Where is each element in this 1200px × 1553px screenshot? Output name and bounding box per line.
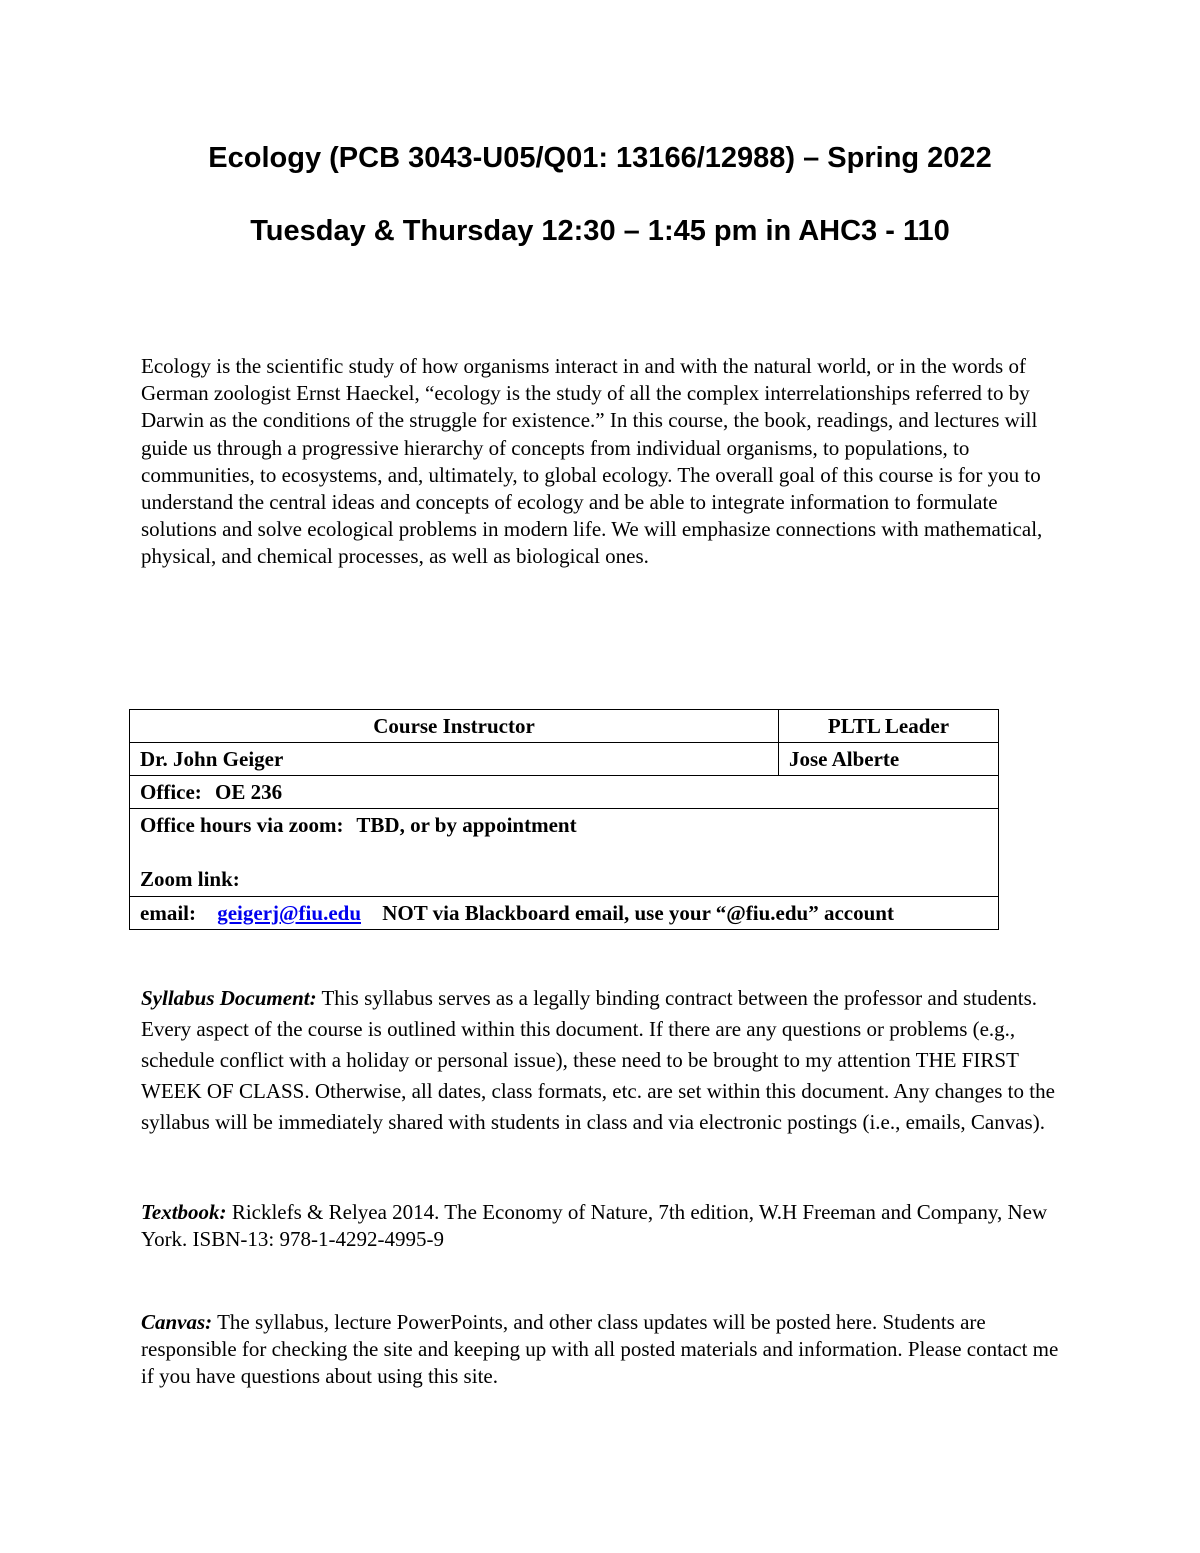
table-row bbox=[130, 743, 999, 776]
textbook-paragraph bbox=[141, 1199, 1071, 1253]
canvas-text: The syllabus, lecture PowerPoints, and other class updates will be posted here. Students are responsible for checking the site and keeping up with all posted materials and information. Please contact me if you have questions about using this site. bbox=[141, 1310, 1059, 1389]
syllabus-label: Syllabus Document: bbox=[141, 986, 317, 1010]
syllabus-text: This syllabus serves as a legally binding contract between the professor and students. Every aspect of the course is outlined within this document. If there are any questions or problems (e.g., schedule conflict with a holiday or personal issue), these need to be brought to my attention THE FIRST WEEK OF CLASS. Otherwise, all dates, class formats, etc. are set within this document. Any changes to the syllabus will be immediately shared with students in class and via electronic postings (i.e., emails, Canvas). bbox=[141, 986, 1055, 1134]
contact-table bbox=[129, 709, 999, 930]
course-title: Ecology (PCB 3043-U05/Q01: 13166/12988) – Spring 2022 bbox=[208, 142, 992, 174]
textbook-text: Ricklefs & Relyea 2014. The Economy of Nature, 7th edition, W.H Freeman and Company, New York. ISBN-13: 978-1-4292-4995-9 bbox=[141, 1200, 1048, 1252]
hours-cell bbox=[130, 809, 999, 897]
canvas-label: Canvas: bbox=[141, 1310, 213, 1334]
table-row bbox=[130, 776, 999, 809]
pltl-header: PLTL Leader bbox=[779, 710, 999, 743]
syllabus-paragraph bbox=[141, 983, 1071, 1138]
email-label: email: bbox=[140, 901, 196, 925]
office-cell bbox=[130, 776, 999, 809]
course-schedule: Tuesday & Thursday 12:30 – 1:45 pm in AHC3 - 110 bbox=[250, 215, 950, 247]
hours-value: TBD, or by appointment bbox=[356, 813, 577, 837]
zoom-label: Zoom link: bbox=[140, 867, 240, 891]
table-row bbox=[130, 809, 999, 897]
office-label: Office: bbox=[140, 780, 202, 804]
email-note: NOT via Blackboard email, use your “@fiu.edu” account bbox=[382, 901, 894, 925]
canvas-paragraph bbox=[141, 1309, 1071, 1391]
instructor-header: Course Instructor bbox=[130, 710, 779, 743]
email-cell bbox=[130, 897, 999, 930]
office-value: OE 236 bbox=[215, 780, 283, 804]
table-row bbox=[130, 897, 999, 930]
hours-label: Office hours via zoom: bbox=[140, 813, 344, 837]
pltl-name: Jose Alberte bbox=[779, 743, 999, 776]
textbook-label: Textbook: bbox=[141, 1200, 227, 1224]
instructor-name: Dr. John Geiger bbox=[130, 743, 779, 776]
intro-paragraph: Ecology is the scientific study of how organisms interact in and with the natural world, or in the words of German zoologist Ernst Haeckel, “ecology is the study of all the complex interrelationships referred to by Darwin as the conditions of the struggle for existence.” In this course, the book, readings, and lectures will guide us through a progressive hierarchy of concepts from individual organisms, to populations, to communities, to ecosystems, and, ultimately, to global ecology. The overall goal of this course is for you to understand the central ideas and concepts of ecology and be able to integrate information to formulate solutions and solve ecological problems in modern life. We will emphasize connections with mathematical, physical, and chemical processes, as well as biological ones. bbox=[141, 354, 1043, 569]
email-link[interactable]: geigerj@fiu.edu bbox=[217, 901, 361, 925]
table-row bbox=[130, 710, 999, 743]
